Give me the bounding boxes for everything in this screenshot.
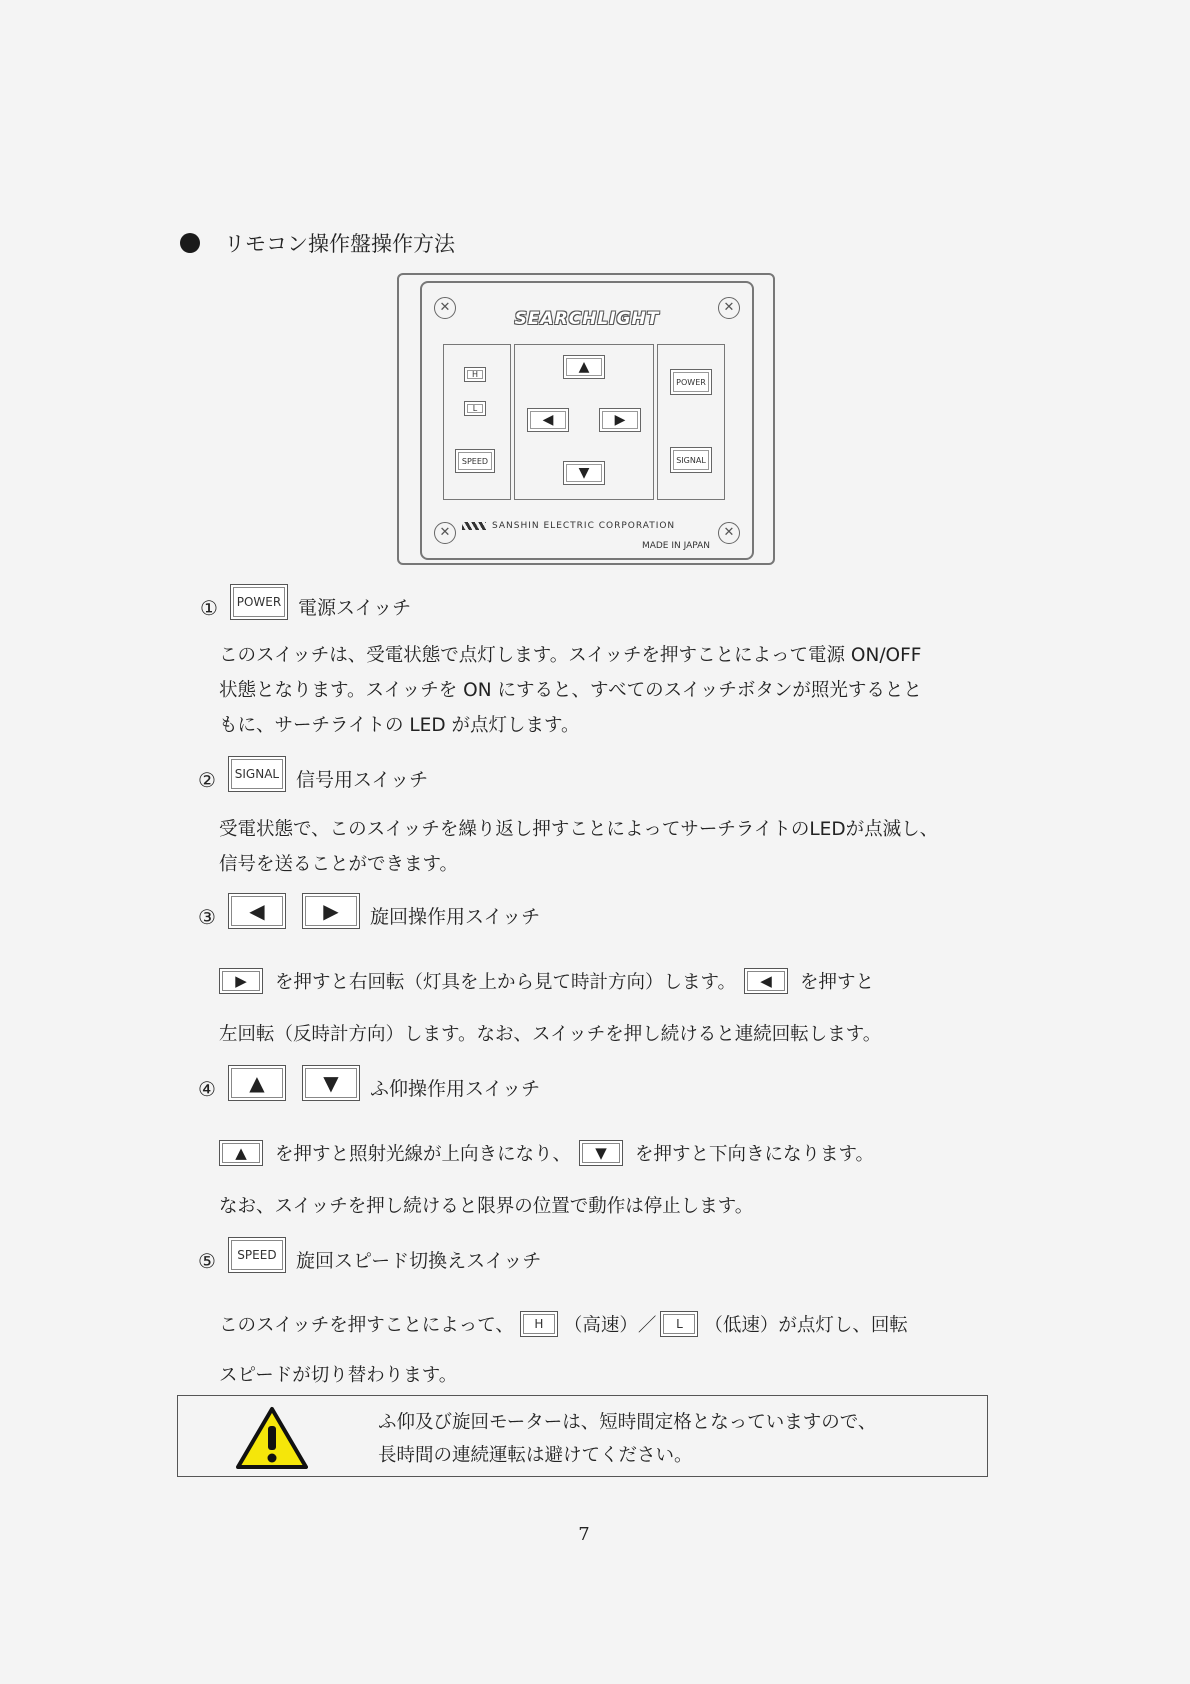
h-indicator-icon: H: [520, 1311, 558, 1337]
power-section: [657, 344, 725, 500]
warning-box: [177, 1395, 988, 1477]
section-5-line-1: このスイッチを押すことによって、 H （高速）／ L （低速）が点灯し、回転: [219, 1311, 908, 1337]
section-label: 信号用スイッチ: [295, 769, 429, 791]
screw-icon: ✕: [434, 522, 456, 544]
left-arrow-icon: ◀: [744, 968, 788, 994]
section-1-body: このスイッチは、受電状態で点灯します。スイッチを押すことによって電源 ON/OFF 状態となります。スイッチを ON にすると、すべてのスイッチボタンが照光するとと もに、サーチライトの LED が点灯します。: [219, 645, 922, 736]
section-number: ③: [198, 905, 216, 929]
screw-icon: ✕: [718, 522, 740, 544]
l-indicator-icon: L: [660, 1311, 698, 1337]
section-label: 旋回スピード切換えスイッチ: [295, 1250, 542, 1272]
panel-power-button: POWER: [670, 369, 712, 395]
section-number: ①: [200, 596, 218, 620]
section-number: ④: [198, 1077, 216, 1101]
section-number: ②: [198, 768, 216, 792]
warning-icon: [236, 1406, 308, 1470]
panel-signal-button: SIGNAL: [670, 447, 712, 473]
panel-down-button: ▼: [563, 461, 605, 485]
section-5-line-2: スピードが切り替わります。: [219, 1365, 458, 1386]
section-4-line-1: ▲ を押すと照射光線が上向きになり、 ▼ を押すと下向きになります。: [219, 1140, 874, 1166]
bullet-icon: [180, 233, 200, 253]
up-arrow-icon: ▲: [219, 1140, 263, 1166]
signal-switch-icon: SIGNAL: [228, 756, 286, 792]
page-number: 7: [578, 1524, 590, 1545]
up-arrow-icon: ▲: [228, 1065, 286, 1101]
down-arrow-icon: ▼: [302, 1065, 360, 1101]
screw-icon: ✕: [718, 297, 740, 319]
section-3-line-1: ▶ を押すと右回転（灯具を上から見て時計方向）します。 ◀ を押すと: [219, 968, 874, 994]
remote-panel-illustration: [397, 273, 775, 565]
direction-section: [514, 344, 654, 500]
section-3-line-2: 左回転（反時計方向）します。なお、スイッチを押し続けると連続回転します。: [219, 1024, 882, 1045]
panel-left-button: ◀: [527, 408, 569, 432]
panel-right-button: ▶: [599, 408, 641, 432]
panel-l-indicator: L: [464, 401, 486, 416]
sanshin-logo-icon: [462, 522, 486, 530]
section-5-header: [198, 1237, 541, 1273]
power-switch-icon: POWER: [230, 584, 288, 620]
section-1-header: [200, 584, 411, 620]
section-heading: [180, 228, 455, 258]
screw-icon: ✕: [434, 297, 456, 319]
section-label: 旋回操作用スイッチ: [369, 906, 541, 928]
speed-switch-icon: SPEED: [228, 1237, 286, 1273]
section-4-header: [198, 1065, 540, 1101]
section-4-line-2: なお、スイッチを押し続けると限界の位置で動作は停止します。: [219, 1196, 754, 1217]
heading-text: リモコン操作盤操作方法: [224, 232, 455, 256]
section-label: ふ仰操作用スイッチ: [369, 1078, 541, 1100]
left-arrow-icon: ◀: [228, 893, 286, 929]
panel-h-indicator: H: [464, 367, 486, 382]
section-2-header: [198, 756, 428, 792]
right-arrow-icon: ▶: [302, 893, 360, 929]
made-in-label: MADE IN JAPAN: [641, 541, 710, 551]
down-arrow-icon: ▼: [579, 1140, 623, 1166]
section-label: 電源スイッチ: [297, 597, 412, 619]
speed-section: [443, 344, 511, 500]
warning-text: ふ仰及び旋回モーターは、短時間定格となっていますので、 長時間の連続運転は避けてください。: [378, 1412, 877, 1466]
manufacturer-label: SANSHIN ELECTRIC CORPORATION: [462, 521, 675, 531]
panel-up-button: ▲: [563, 355, 605, 379]
panel-brand: SEARCHLIGHT: [514, 309, 660, 329]
section-3-header: [198, 893, 540, 929]
section-number: ⑤: [198, 1249, 216, 1273]
section-2-body: 受電状態で、このスイッチを繰り返し押すことによってサーチライトのLEDが点滅し、 信号を送ることができます。: [219, 819, 939, 875]
right-arrow-icon: ▶: [219, 968, 263, 994]
panel-speed-button: SPEED: [455, 449, 495, 473]
panel-face: [420, 281, 754, 560]
